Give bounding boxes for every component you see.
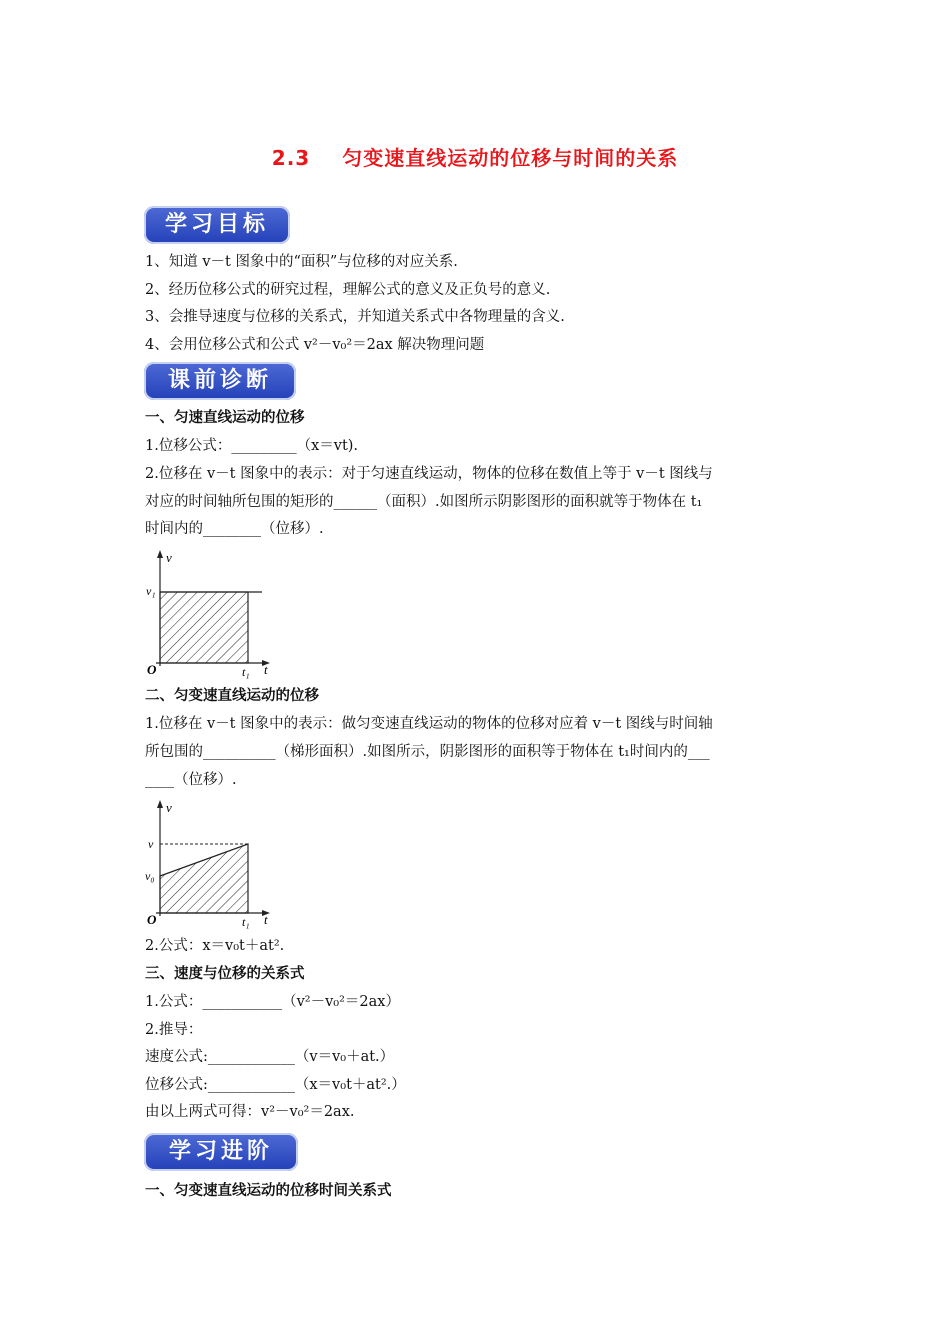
t1-label: t₁ xyxy=(242,665,250,679)
section-number: 2.3 xyxy=(271,146,311,170)
v-axis-arrow xyxy=(157,550,163,558)
section1-line-3: 对应的时间轴所包围的矩形的______（面积）.如图所示阴影图形的面积就等于物体在 t₁ xyxy=(145,494,703,510)
section4-heading: 一、匀变速直线运动的位移时间关系式 xyxy=(145,1183,392,1199)
v1-label: v₁ xyxy=(146,584,156,598)
section1-heading: 一、匀速直线运动的位移 xyxy=(145,410,305,426)
section3-line-1: 1.公式：___________（v²－v₀²＝2ax） xyxy=(145,994,400,1010)
goal-item-4: 4、会用位移公式和公式 v²－v₀²＝2ax 解决物理问题 xyxy=(145,337,485,353)
section2-line-2: 所包围的__________（梯形面积）.如图所示，阴影图形的面积等于物体在 t₁时间内的___ xyxy=(145,744,710,760)
goal-item-2: 2、经历位移公式的研究过程，理解公式的意义及正负号的意义. xyxy=(145,282,551,298)
goal-item-3: 3、会推导速度与位移的关系式，并知道关系式中各物理量的含义. xyxy=(145,309,565,325)
v-axis-label: v xyxy=(166,800,172,815)
shaded-trapezoid xyxy=(160,844,248,913)
banner-goals: 学习目标 xyxy=(144,206,290,244)
section2-formula: 2.公式：x＝v₀t＋at². xyxy=(145,938,285,954)
origin-label: O xyxy=(147,662,157,677)
section2-line-3: ____（位移）. xyxy=(145,772,237,788)
section1-line-1: 1.位移公式：_________（x＝vt). xyxy=(145,438,359,454)
shaded-area xyxy=(160,592,248,663)
section3-heading: 三、速度与位移的关系式 xyxy=(145,966,305,982)
t1-label: t₁ xyxy=(242,915,250,929)
section3-line-3: 速度公式:____________（v＝v₀＋at.） xyxy=(145,1049,395,1065)
v0-label: v₀ xyxy=(145,869,155,883)
v-end-label: v xyxy=(148,837,154,851)
goal-item-1: 1、知道 v－t 图象中的“面积”与位移的对应关系. xyxy=(145,254,458,270)
title-text: 匀变速直线运动的位移与时间的关系 xyxy=(342,146,679,170)
section2-line-1: 1.位移在 v－t 图象中的表示：做匀变速直线运动的物体的位移对应着 v－t 图线与时间轴 xyxy=(145,716,713,732)
section2-heading: 二、匀变速直线运动的位移 xyxy=(145,688,319,704)
v-axis-arrow xyxy=(157,800,163,808)
vt-graph-accelerated xyxy=(142,798,282,930)
section3-line-5: 由以上两式可得：v²－v₀²＝2ax. xyxy=(145,1104,355,1120)
origin-label: O xyxy=(147,912,157,927)
page-title xyxy=(0,142,950,171)
section1-line-2: 2.位移在 v－t 图象中的表示：对于匀速直线运动，物体的位移在数值上等于 v－t 图线与 xyxy=(145,466,713,482)
v-axis-label: v xyxy=(166,550,172,565)
t-axis-label: t xyxy=(264,912,268,927)
banner-advanced: 学习进阶 xyxy=(144,1133,298,1171)
section3-line-2: 2.推导： xyxy=(145,1022,203,1038)
banner-diagnosis: 课前诊断 xyxy=(144,362,296,400)
t-axis-label: t xyxy=(264,662,268,677)
section3-line-4: 位移公式:____________（x＝v₀t＋at².） xyxy=(145,1077,406,1093)
section1-line-4: 时间内的________（位移）. xyxy=(145,521,324,537)
vt-graph-uniform xyxy=(142,548,282,680)
